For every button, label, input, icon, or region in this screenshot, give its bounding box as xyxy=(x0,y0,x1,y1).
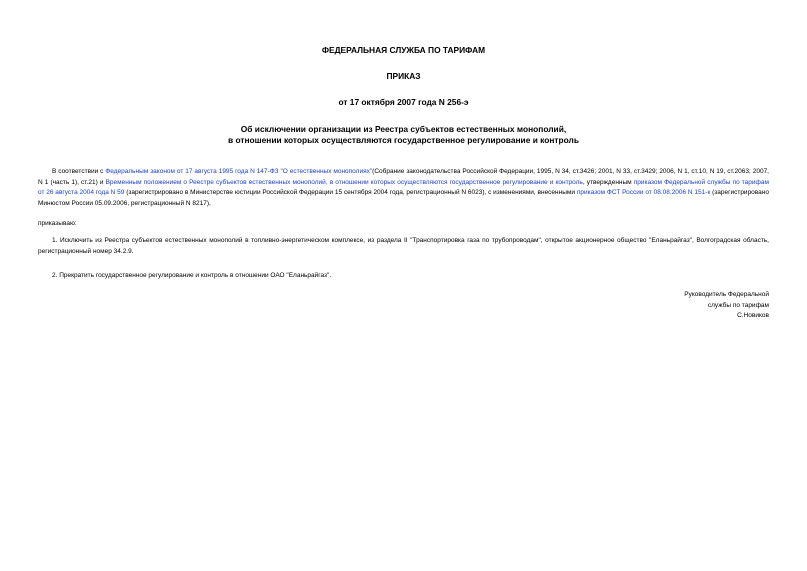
order-item-2: 2. Прекратить государственное регулирование и контроль в отношении ОАО "Еланьрайгаз". xyxy=(52,272,332,280)
document-date-number: от 17 октября 2007 года N 256-э xyxy=(338,97,469,107)
document-title xyxy=(38,124,769,146)
signature-name: С.Новиков xyxy=(737,312,769,320)
preamble-text-3: , утвержденным xyxy=(582,178,634,186)
preamble-text-5: (зарегистрировано Минюстом России 05.09.2006, регистрационный N 8217), xyxy=(38,189,769,207)
preamble-paragraph xyxy=(38,167,769,209)
fst-order-59-link[interactable]: приказом Федеральной службы по тарифам от 26 августа 2004 года N 59 xyxy=(38,178,769,197)
document-title-line-2: в отношении которых осуществляются государственное регулирование и контроль xyxy=(227,135,580,145)
preamble-text-2: (Собрание законодательства Российской Федерации, 1995, N 34, ст.3426; 2001, N 33, ст.3429; 2006, N 1, ст.10, N 19, ст.2063; 2007, N 1 (часть 1), ст.21) и xyxy=(38,168,769,186)
federal-law-link[interactable]: Федеральным законом от 17 августа 1995 года N 147-ФЗ "О естественных монополиях" xyxy=(105,168,373,175)
order-word: приказываю: xyxy=(38,220,77,228)
document-title-line-1: Об исключении организации из Реестра субъектов естественных монополий, xyxy=(240,124,567,134)
signature-position-line-2: службы по тарифам xyxy=(707,301,769,309)
temporary-regulation-link[interactable]: Временным положением о Реестре субъектов естественных монополий, в отношении которых осуществляются государственное регулирование и контроль xyxy=(105,178,583,186)
fst-order-151k-link[interactable]: приказом ФСТ России от 08.08.2006 N 151-к xyxy=(576,189,711,197)
signature-position-line-1: Руководитель Федеральной xyxy=(684,291,769,298)
agency-name: ФЕДЕРАЛЬНАЯ СЛУЖБА ПО ТАРИФАМ xyxy=(321,45,486,55)
preamble-text-4: (зарегистрировано в Министерстве юстиции Российской Федерации 15 сентября 2004 года, регистрационный N 6023), с изменениями, внесенными xyxy=(124,189,577,197)
order-item-1: 1. Исключить из Реестра субъектов естественных монополий в топливно-энергетическом комплексе, из раздела II "Транспортировка газа по трубопроводам", открытое акционерное общество "Еланьрайгаз", Волгоградская область, регистрационный номер 34.2.9. xyxy=(38,236,769,255)
signature-block xyxy=(684,290,769,322)
preamble-text-1: В соответствии с xyxy=(52,168,106,175)
document-type: ПРИКАЗ xyxy=(386,71,421,81)
